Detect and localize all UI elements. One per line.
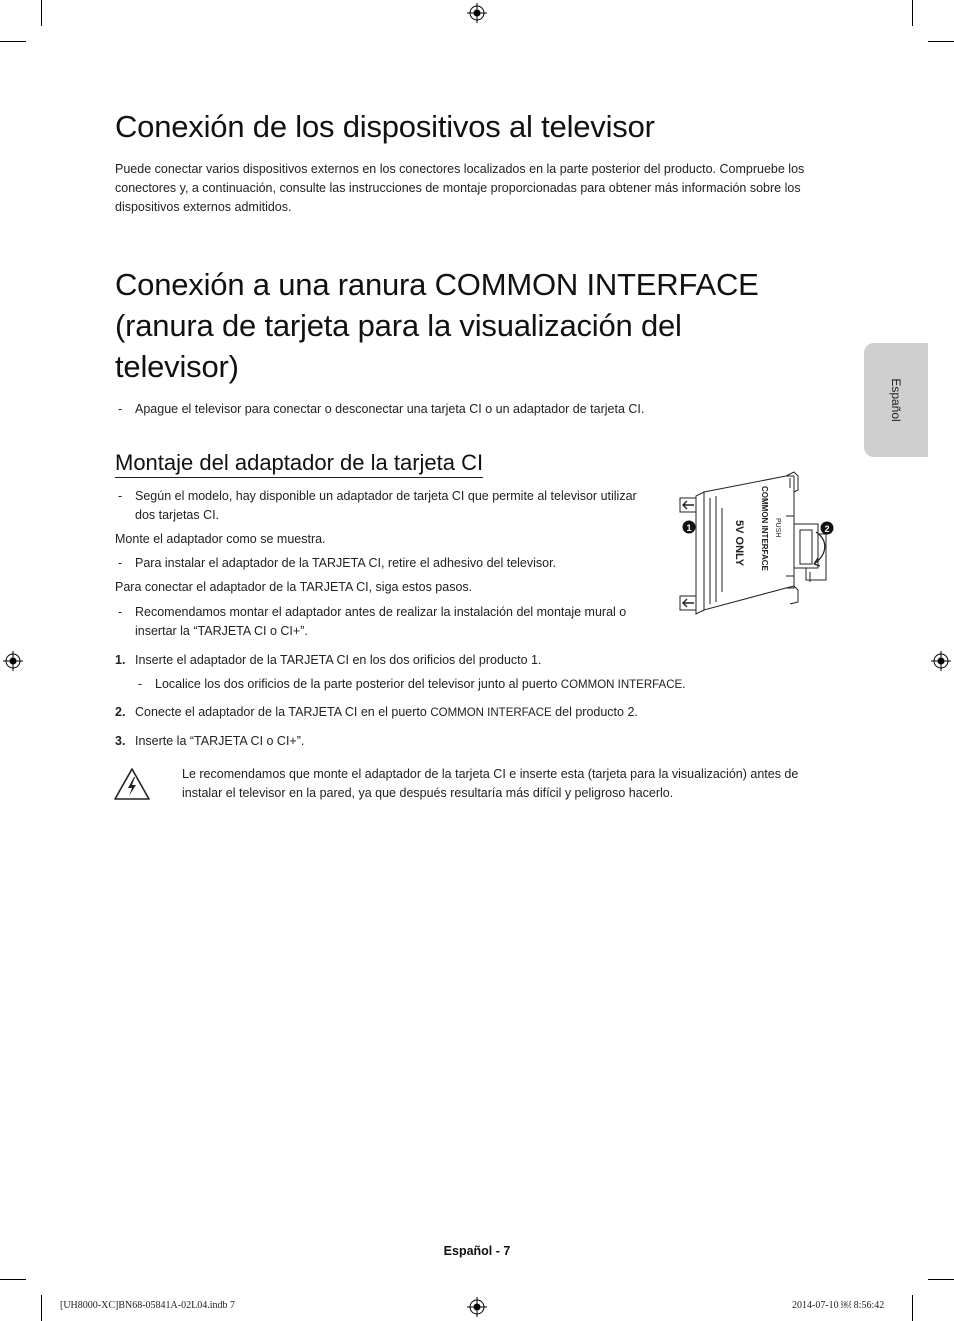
marker-2-label: 2 (824, 524, 830, 534)
note-text: Apague el televisor para conectar o desconectar una tarjeta CI o un adaptador de tarjeta CI. (135, 402, 645, 416)
note-item: - Recomendamos montar el adaptador antes de realizar la instalación del montaje mural o insertar la “TARJETA CI o CI+”. (118, 605, 627, 638)
crop-mark (912, 0, 913, 26)
note-text: Para instalar el adaptador de la TARJETA CI, retire el adhesivo del televisor. (135, 556, 557, 570)
step-number: 2. (115, 705, 126, 719)
body-text: Monte el adaptador como se muestra. (115, 532, 326, 546)
port-name: COMMON INTERFACE (560, 679, 683, 691)
print-slug-date: 2014-07-10 ￼ 8:56:42 (792, 1300, 885, 1311)
step-item (115, 732, 835, 751)
port-name: COMMON INTERFACE (430, 707, 552, 719)
ci-adapter-illustration (676, 468, 846, 620)
step-text: Inserte la “TARJETA CI o CI+”. (135, 734, 305, 748)
push-label: PUSH (774, 518, 781, 538)
crop-mark (0, 1279, 26, 1280)
language-tab (864, 343, 928, 457)
crop-mark (912, 1295, 913, 1321)
step-text: Inserte el adaptador de la TARJETA CI en los dos orificios del producto 1. (135, 653, 542, 667)
subsection-title-text: Montaje del adaptador de la tarjeta CI (115, 450, 483, 478)
note-text: Según el modelo, hay disponible un adaptador de tarjeta CI que permite al televisor utilizar dos tarjetas CI. (135, 489, 637, 522)
crop-mark (41, 0, 42, 26)
caution-text: Le recomendamos que monte el adaptador de la tarjeta CI e inserte esta (tarjeta para la visualización) antes de instalar el televisor en la pared, ya que después resultaría más difícil y peligroso hacerlo. (182, 767, 799, 800)
title-line: (ranura de tarjeta para la visualización del (115, 308, 682, 343)
note-item: - Para instalar el adaptador de la TARJETA CI, retire el adhesivo del televisor. (118, 556, 557, 570)
section-title-connection: Conexión de los dispositivos al televisor (115, 109, 655, 144)
note-text: Recomendamos montar el adaptador antes de realizar la instalación del montaje mural o insertar la “TARJETA CI o CI+”. (135, 605, 627, 638)
warning-icon (113, 767, 151, 801)
print-slug-file: [UH8000-XC]BN68-05841A-02L04.indb 7 (60, 1300, 235, 1311)
registration-mark-icon (467, 3, 487, 23)
language-tab-label: Español (889, 378, 903, 422)
step-text: Conecte el adaptador de la TARJETA CI en el puerto (135, 705, 431, 719)
registration-mark-icon (3, 651, 23, 671)
step-number: 3. (115, 734, 126, 748)
registration-mark-icon (467, 1297, 487, 1317)
section-intro-text: Puede conectar varios dispositivos externos en los conectores localizados en la parte posterior del producto. Compruebe los conectores y, a continuación, consulte las instrucciones de montaje proporcionadas para obtener más información sobre los dispositivos externos admitidos. (115, 162, 805, 214)
step-item (115, 651, 835, 670)
page-number: Español - 7 (443, 1244, 511, 1258)
title-line: Conexión a una ranura COMMON INTERFACE (115, 267, 759, 302)
step-subnote: - Localice los dos orificios de la parte posterior del televisor junto al puerto COMMON INTERFACE. (138, 677, 686, 691)
step-subnote-text: Localice los dos orificios de la parte posterior del televisor junto al puerto (155, 677, 561, 691)
crop-mark (41, 1295, 42, 1321)
crop-mark (928, 41, 954, 42)
common-interface-label: COMMON INTERFACE (760, 486, 769, 571)
step-number: 1. (115, 653, 126, 667)
section-title-common-interface (115, 264, 835, 387)
five-volt-label: 5V ONLY (733, 520, 745, 567)
marker-1-label: 1 (686, 523, 692, 533)
title-line: televisor) (115, 349, 239, 384)
note-item: - Según el modelo, hay disponible un adaptador de tarjeta CI que permite al televisor utilizar dos tarjetas CI. (118, 489, 637, 522)
crop-mark (0, 41, 26, 42)
note-item: - Apague el televisor para conectar o desconectar una tarjeta CI o un adaptador de tarjeta CI. (118, 402, 645, 416)
subsection-title (115, 450, 483, 478)
body-text: Para conectar el adaptador de la TARJETA CI, siga estos pasos. (115, 580, 473, 594)
registration-mark-icon (931, 651, 951, 671)
step-item: 2. Conecte el adaptador de la TARJETA CI en el puerto COMMON INTERFACE del producto 2. (135, 703, 835, 723)
crop-mark (928, 1279, 954, 1280)
